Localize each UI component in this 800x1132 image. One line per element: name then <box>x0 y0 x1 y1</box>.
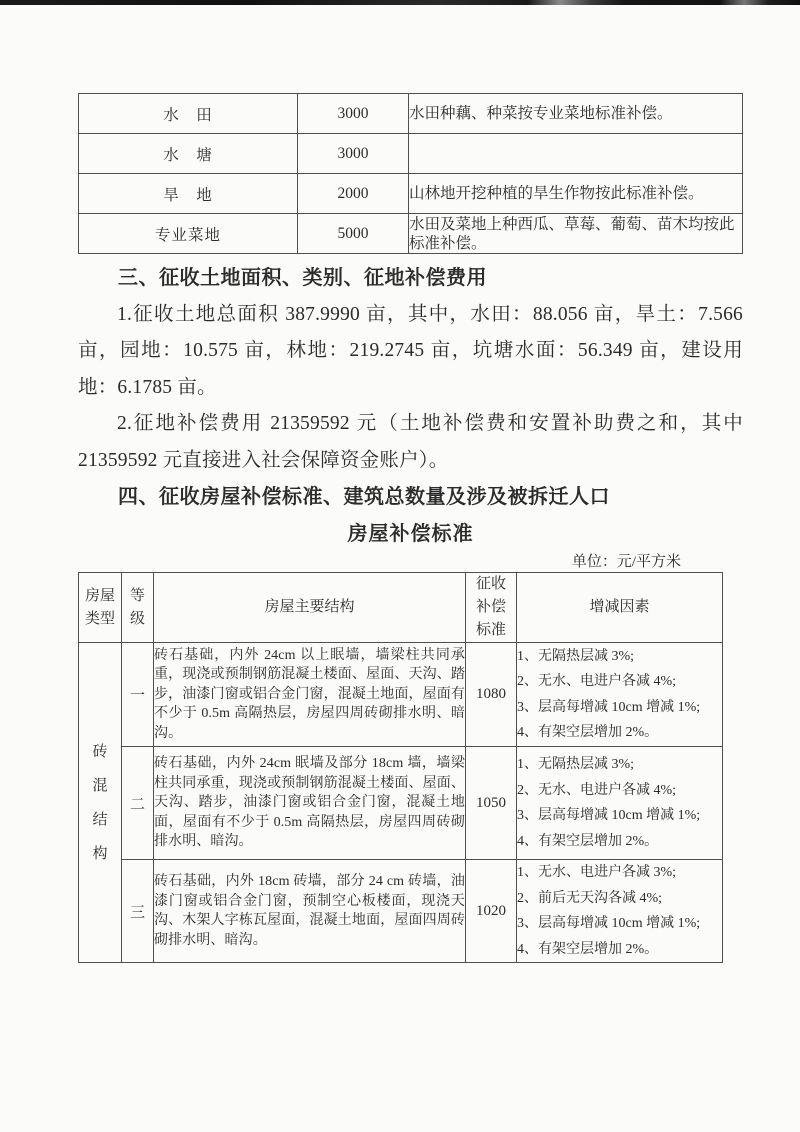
factors-cell <box>517 860 723 963</box>
table-row <box>79 94 743 134</box>
factor-item: 2、无水、电进户各减 4%; <box>517 782 677 798</box>
section-3-heading: 三、征收土地面积、类别、征地补偿费用 <box>118 267 487 289</box>
land-note: 水田及菜地上种西瓜、草莓、葡萄、苗木均按此标准补偿。 <box>409 214 743 254</box>
house-type-cell: 砖混结构 <box>79 643 122 963</box>
land-type: 水 塘 <box>79 134 298 174</box>
standard-cell: 1020 <box>466 860 517 963</box>
factor-item: 1、无水、电进户各减 3%; <box>517 865 677 880</box>
house-table-title: 房屋补偿标准 <box>347 522 474 545</box>
paragraph-compensation-fee: 2.征地补偿费用 21359592 元（土地补偿费和安置补助费之和，其中 21359592 元直接进入社会保障资金账户）。 <box>78 413 743 471</box>
factor-item: 3、层高每增减 10cm 增减 1%; <box>517 808 701 823</box>
standard-cell: 1080 <box>466 643 517 747</box>
table-row <box>79 174 743 214</box>
grade-cell: 三 <box>122 860 154 963</box>
header-house-type: 房屋类型 <box>79 573 122 643</box>
section-4-heading: 四、征收房屋补偿标准、建筑总数量及涉及被拆迁人口 <box>118 486 610 508</box>
land-rate: 2000 <box>298 174 409 214</box>
factor-item: 2、无水、电进户各减 4%; <box>517 674 677 689</box>
factor-item: 1、无隔热层减 3%; <box>517 757 635 772</box>
table-row <box>79 860 723 963</box>
header-factors: 增减因素 <box>517 573 723 643</box>
grade-cell: 一 <box>122 643 154 747</box>
land-compensation-table <box>78 93 743 254</box>
land-rate: 3000 <box>298 94 409 134</box>
paragraph-land-area: 1.征收土地总面积 387.9990 亩，其中，水田：88.056 亩，旱土：7.566 亩，园地：10.575 亩，林地：219.2745 亩，坑塘水面：56.349 亩，建设用地：6.1785 亩。 <box>78 303 743 398</box>
land-note <box>409 134 743 174</box>
factor-item: 3、层高每增减 10cm 增减 1%; <box>517 699 701 715</box>
table-row <box>79 214 743 254</box>
factor-item: 1、无隔热层减 3%; <box>517 648 635 664</box>
factors-cell <box>517 643 723 747</box>
house-compensation-table <box>78 572 723 963</box>
factor-item: 4、有架空层增加 2%。 <box>517 833 659 849</box>
header-row <box>79 573 723 643</box>
structure-cell: 砖石基础，内外 18cm 砖墙，部分 24 cm 砖墙，油漆门窗或铝合金门窗，预制空心板楼面，现浇天沟、木架人字栋瓦屋面，混凝土地面，屋面四周砖砌排水明、暗沟。 <box>154 860 466 963</box>
structure-cell: 砖石基础，内外 24cm 眠墙及部分 18cm 墙，墙梁柱共同承重，现浇或预制钢筋混凝土楼面、屋面、天沟、踏步，油漆门窗或铝合金门窗，混凝土地面，屋面有不少于 0.5m 高隔热层，房屋四周砖砌排水明、暗沟。 <box>154 747 466 860</box>
land-note: 山林地开挖种植的旱生作物按此标准补偿。 <box>409 174 743 214</box>
factor-item: 2、前后无天沟各减 4%; <box>517 890 663 906</box>
factor-item: 4、有架空层增加 2%。 <box>517 725 659 740</box>
grade-cell: 二 <box>122 747 154 860</box>
standard-cell: 1050 <box>466 747 517 860</box>
factor-item: 4、有架空层增加 2%。 <box>517 941 659 957</box>
header-standard: 征收补偿标准 <box>466 573 517 643</box>
header-structure: 房屋主要结构 <box>154 573 466 643</box>
unit-label: 单位：元/平方米 <box>571 554 681 570</box>
factors-cell <box>517 747 723 860</box>
land-rate: 3000 <box>298 134 409 174</box>
land-type: 水 田 <box>79 94 298 134</box>
document-page <box>78 0 743 963</box>
factor-item: 3、层高每增减 10cm 增减 1%; <box>517 916 701 931</box>
table-row <box>79 134 743 174</box>
body-text <box>78 254 743 572</box>
land-rate: 5000 <box>298 214 409 254</box>
table-row <box>79 747 723 860</box>
land-type: 专业菜地 <box>79 214 298 254</box>
land-type: 旱 地 <box>79 174 298 214</box>
structure-cell: 砖石基础，内外 24cm 以上眠墙，墙梁柱共同承重，现浇或预制钢筋混凝土楼面、屋面、天沟、踏步，油漆门窗或铝合金门窗，混凝土地面，屋面有不少于 0.5m 高隔热层，房屋四周砖砌排水明、暗沟。 <box>154 643 466 747</box>
table-row <box>79 643 723 747</box>
header-grade: 等级 <box>122 573 154 643</box>
land-note: 水田种藕、种菜按专业菜地标准补偿。 <box>409 94 743 134</box>
